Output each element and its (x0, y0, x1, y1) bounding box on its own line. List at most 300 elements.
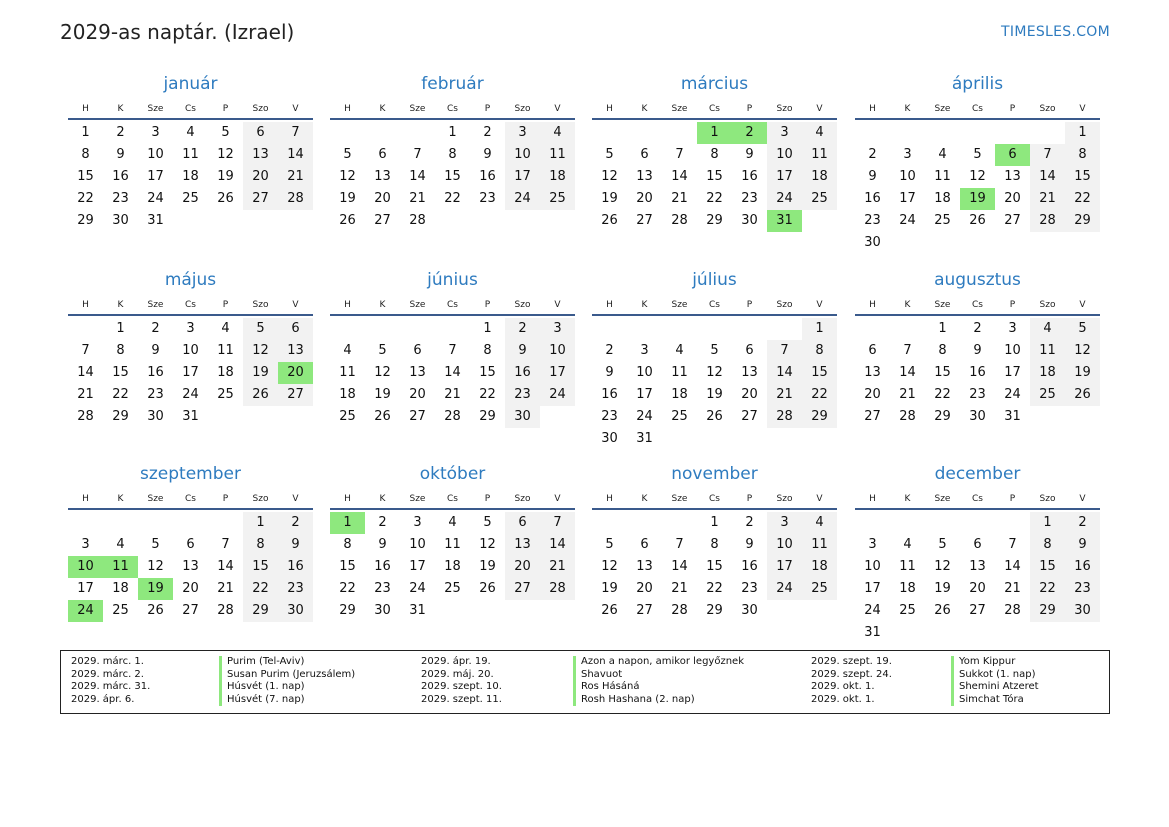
weekday-header: H (82, 104, 89, 114)
day-cell: 16 (864, 191, 881, 206)
month-name: május (164, 270, 217, 290)
weekday-header: Cs (709, 300, 720, 310)
day-cell: 19 (601, 581, 618, 596)
day-cell: 2 (505, 318, 540, 340)
day-cell: 5 (710, 343, 719, 358)
day-cell: 1 (1030, 512, 1065, 534)
month-name: november (671, 464, 758, 484)
day-cell: 14 (1030, 166, 1065, 188)
day-cell: 11 (802, 144, 837, 166)
day-cell: 26 (969, 213, 986, 228)
weekday-header: P (746, 300, 753, 310)
day-cell: 14 (671, 559, 688, 574)
weekday-header: P (1009, 300, 1016, 310)
day-cell: 25 (444, 581, 461, 596)
legend-holiday-name: Húsvét (1. nap) (227, 681, 305, 693)
legend-holiday-name: Shavuot (581, 668, 623, 680)
day-cell: 12 (479, 537, 496, 552)
header-rule (68, 118, 313, 120)
day-cell: 27 (182, 603, 199, 618)
day-cell: 27 (243, 188, 278, 210)
day-cell: 12 (706, 365, 723, 380)
day-cell: 24 (147, 191, 164, 206)
day-cell: 24 (505, 188, 540, 210)
day-cell: 6 (640, 537, 649, 552)
day-cell: 25 (217, 387, 234, 402)
legend-date-column (421, 656, 502, 706)
weekday-header: P (484, 300, 491, 310)
legend-name-column (219, 656, 355, 706)
day-cell: 22 (1030, 578, 1065, 600)
day-cell: 7 (1008, 537, 1017, 552)
weekday-header: Cs (709, 494, 720, 504)
day-cell: 9 (973, 343, 982, 358)
weekday-header: K (904, 104, 911, 114)
day-cell: 10 (540, 340, 575, 362)
legend-holiday-name: Shemini Atzeret (959, 681, 1039, 693)
day-cell: 23 (741, 191, 758, 206)
day-cell: 26 (601, 213, 618, 228)
weekday-header: Szo (514, 494, 531, 504)
header-rule (855, 314, 1100, 316)
day-cell: 3 (868, 537, 877, 552)
day-cell: 22 (706, 191, 723, 206)
month-name: március (680, 74, 749, 94)
day-cell: 18 (671, 387, 688, 402)
day-cell: 2 (605, 343, 614, 358)
month-name: december (934, 464, 1021, 484)
day-cell: 17 (636, 387, 653, 402)
day-cell: 18 (444, 559, 461, 574)
day-cell: 27 (1004, 213, 1021, 228)
day-cell: 13 (374, 169, 391, 184)
day-cell: 28 (444, 409, 461, 424)
day-cell: 17 (409, 559, 426, 574)
day-cell: 3 (767, 122, 802, 144)
weekday-header: Sze (934, 494, 951, 504)
day-cell: 16 (741, 559, 758, 574)
day-cell: 3 (81, 537, 90, 552)
day-cell: 22 (934, 387, 951, 402)
header-rule (68, 314, 313, 316)
weekday-header: V (292, 104, 299, 114)
day-cell: 2 (868, 147, 877, 162)
day-cell: 15 (339, 559, 356, 574)
day-cell: 7 (413, 147, 422, 162)
day-cell: 19 (374, 387, 391, 402)
day-cell: 20 (243, 166, 278, 188)
month-name: január (163, 74, 218, 94)
day-cell: 12 (374, 365, 391, 380)
day-cell: 22 (1065, 188, 1100, 210)
day-cell: 26 (706, 409, 723, 424)
day-cell: 30 (1065, 600, 1100, 622)
day-cell: 30 (969, 409, 986, 424)
weekday-header: Szo (252, 104, 269, 114)
day-cell: 25 (182, 191, 199, 206)
day-cell: 11 (934, 169, 951, 184)
day-cell: 29 (802, 406, 837, 428)
day-cell: 26 (217, 191, 234, 206)
day-cell: 6 (413, 343, 422, 358)
day-cell: 12 (601, 559, 618, 574)
legend-holiday-name: Yom Kippur (959, 656, 1016, 667)
weekday-header: K (904, 300, 911, 310)
day-cell: 13 (1004, 169, 1021, 184)
day-cell: 30 (864, 235, 881, 250)
legend-holiday-name: Sukkot (1. nap) (959, 668, 1036, 680)
holiday-day-cell: 19 (960, 188, 995, 210)
day-cell: 25 (671, 409, 688, 424)
month-name: február (421, 74, 484, 94)
day-cell: 7 (278, 122, 313, 144)
day-cell: 18 (540, 166, 575, 188)
weekday-header: P (222, 104, 229, 114)
day-cell: 19 (217, 169, 234, 184)
day-cell: 4 (802, 512, 837, 534)
day-cell: 4 (116, 537, 125, 552)
day-cell: 5 (151, 537, 160, 552)
weekday-header: V (1079, 300, 1086, 310)
day-cell: 5 (243, 318, 278, 340)
weekday-header: V (554, 494, 561, 504)
holiday-day-cell: 1 (697, 122, 732, 144)
weekday-header: K (379, 104, 386, 114)
weekday-header: Cs (185, 300, 196, 310)
legend-holiday-name: Azon a napon, amikor legyőznek (581, 656, 744, 667)
day-cell: 22 (479, 387, 496, 402)
day-cell: 13 (864, 365, 881, 380)
legend-name-column (573, 656, 744, 706)
holiday-day-cell: 6 (995, 144, 1030, 166)
day-cell: 7 (540, 512, 575, 534)
day-cell: 10 (1004, 343, 1021, 358)
day-cell: 31 (864, 625, 881, 640)
day-cell: 7 (767, 340, 802, 362)
weekday-header: P (1009, 104, 1016, 114)
day-cell: 17 (505, 166, 540, 188)
legend-holiday-name: Rosh Hashana (2. nap) (581, 693, 695, 705)
legend-date: 2029. szept. 19. (811, 656, 892, 667)
day-cell: 26 (147, 603, 164, 618)
day-cell: 7 (81, 343, 90, 358)
day-cell: 3 (767, 512, 802, 534)
day-cell: 1 (710, 515, 719, 530)
weekday-header: Sze (147, 300, 164, 310)
day-cell: 23 (278, 578, 313, 600)
day-cell: 27 (505, 578, 540, 600)
day-cell: 28 (409, 213, 426, 228)
weekday-header: K (117, 104, 124, 114)
day-cell: 14 (1004, 559, 1021, 574)
day-cell: 16 (374, 559, 391, 574)
day-cell: 22 (243, 578, 278, 600)
day-cell: 10 (505, 144, 540, 166)
day-cell: 30 (147, 409, 164, 424)
legend-date: 2029. márc. 1. (71, 656, 144, 667)
weekday-header: Cs (972, 494, 983, 504)
day-cell: 27 (409, 409, 426, 424)
day-cell: 5 (1065, 318, 1100, 340)
day-cell: 20 (409, 387, 426, 402)
legend-date-column (71, 656, 150, 706)
day-cell: 3 (1008, 321, 1017, 336)
day-cell: 23 (864, 213, 881, 228)
month-name: október (419, 464, 486, 484)
day-cell: 15 (77, 169, 94, 184)
day-cell: 3 (505, 122, 540, 144)
day-cell: 26 (479, 581, 496, 596)
day-cell: 2 (1065, 512, 1100, 534)
day-cell: 5 (343, 147, 352, 162)
day-cell: 24 (864, 603, 881, 618)
day-cell: 21 (1030, 188, 1065, 210)
weekday-header: Cs (709, 104, 720, 114)
day-cell: 31 (182, 409, 199, 424)
day-cell: 15 (802, 362, 837, 384)
holiday-day-cell: 20 (278, 362, 313, 384)
day-cell: 1 (116, 321, 125, 336)
weekday-header: Szo (252, 300, 269, 310)
weekday-header: V (816, 104, 823, 114)
legend-date: 2029. máj. 20. (421, 668, 494, 680)
day-cell: 16 (969, 365, 986, 380)
day-cell: 6 (243, 122, 278, 144)
day-cell: 8 (710, 537, 719, 552)
day-cell: 9 (745, 147, 754, 162)
weekday-header: Sze (934, 104, 951, 114)
day-cell: 13 (409, 365, 426, 380)
holiday-day-cell: 1 (330, 512, 365, 534)
weekday-header: Szo (252, 494, 269, 504)
day-cell: 20 (864, 387, 881, 402)
day-cell: 20 (741, 387, 758, 402)
day-cell: 24 (182, 387, 199, 402)
day-cell: 4 (221, 321, 230, 336)
day-cell: 22 (706, 581, 723, 596)
day-cell: 2 (116, 125, 125, 140)
day-cell: 19 (243, 362, 278, 384)
day-cell: 30 (741, 603, 758, 618)
header-rule (855, 508, 1100, 510)
weekday-header: P (222, 300, 229, 310)
weekday-header: H (82, 300, 89, 310)
day-cell: 13 (182, 559, 199, 574)
day-cell: 18 (217, 365, 234, 380)
day-cell: 13 (278, 340, 313, 362)
header-rule (592, 118, 837, 120)
day-cell: 17 (767, 556, 802, 578)
day-cell: 10 (409, 537, 426, 552)
day-cell: 2 (278, 512, 313, 534)
day-cell: 4 (448, 515, 457, 530)
day-cell: 28 (540, 578, 575, 600)
day-cell: 6 (505, 512, 540, 534)
day-cell: 9 (278, 534, 313, 556)
weekday-header: Szo (514, 300, 531, 310)
legend-date: 2029. ápr. 6. (71, 693, 135, 705)
day-cell: 24 (409, 581, 426, 596)
day-cell: 17 (1004, 365, 1021, 380)
day-cell: 8 (938, 343, 947, 358)
weekday-header: Cs (972, 300, 983, 310)
day-cell: 21 (278, 166, 313, 188)
day-cell: 12 (969, 169, 986, 184)
day-cell: 7 (903, 343, 912, 358)
weekday-header: Szo (1039, 300, 1056, 310)
day-cell: 29 (934, 409, 951, 424)
day-cell: 9 (483, 147, 492, 162)
day-cell: 19 (706, 387, 723, 402)
day-cell: 11 (899, 559, 916, 574)
day-cell: 2 (483, 125, 492, 140)
day-cell: 10 (899, 169, 916, 184)
day-cell: 27 (278, 384, 313, 406)
day-cell: 28 (217, 603, 234, 618)
day-cell: 18 (112, 581, 129, 596)
day-cell: 17 (182, 365, 199, 380)
weekday-header: V (554, 104, 561, 114)
day-cell: 22 (112, 387, 129, 402)
day-cell: 29 (479, 409, 496, 424)
day-cell: 1 (243, 512, 278, 534)
day-cell: 14 (767, 362, 802, 384)
day-cell: 23 (969, 387, 986, 402)
legend-holiday-name: Húsvét (7. nap) (227, 693, 305, 705)
holiday-day-cell: 10 (68, 556, 103, 578)
day-cell: 23 (479, 191, 496, 206)
day-cell: 19 (1065, 362, 1100, 384)
weekday-header: V (816, 494, 823, 504)
holiday-day-cell: 19 (138, 578, 173, 600)
day-cell: 4 (903, 537, 912, 552)
day-cell: 21 (77, 387, 94, 402)
day-cell: 16 (479, 169, 496, 184)
day-cell: 23 (601, 409, 618, 424)
day-cell: 29 (112, 409, 129, 424)
day-cell: 9 (745, 537, 754, 552)
day-cell: 1 (448, 125, 457, 140)
day-cell: 25 (802, 578, 837, 600)
day-cell: 6 (186, 537, 195, 552)
day-cell: 7 (675, 147, 684, 162)
day-cell: 28 (899, 409, 916, 424)
day-cell: 26 (339, 213, 356, 228)
weekday-header: V (1079, 104, 1086, 114)
weekday-header: V (1079, 494, 1086, 504)
day-cell: 29 (706, 603, 723, 618)
day-cell: 8 (710, 147, 719, 162)
day-cell: 23 (505, 384, 540, 406)
legend-holiday-name: Simchat Tóra (959, 693, 1024, 705)
day-cell: 26 (1065, 384, 1100, 406)
weekday-header: H (82, 494, 89, 504)
day-cell: 8 (343, 537, 352, 552)
day-cell: 16 (505, 362, 540, 384)
day-cell: 14 (540, 534, 575, 556)
day-cell: 5 (605, 147, 614, 162)
day-cell: 9 (151, 343, 160, 358)
day-cell: 22 (444, 191, 461, 206)
weekday-header: Cs (447, 300, 458, 310)
day-cell: 12 (147, 559, 164, 574)
day-cell: 3 (540, 318, 575, 340)
day-cell: 2 (973, 321, 982, 336)
day-cell: 28 (671, 603, 688, 618)
day-cell: 21 (409, 191, 426, 206)
day-cell: 6 (868, 343, 877, 358)
day-cell: 14 (671, 169, 688, 184)
brand-link[interactable]: TIMESLES.COM (1001, 24, 1110, 40)
day-cell: 6 (745, 343, 754, 358)
day-cell: 5 (483, 515, 492, 530)
day-cell: 17 (767, 166, 802, 188)
day-cell: 21 (444, 387, 461, 402)
header-rule (855, 118, 1100, 120)
day-cell: 15 (479, 365, 496, 380)
day-cell: 15 (706, 169, 723, 184)
day-cell: 7 (675, 537, 684, 552)
legend-holiday-name: Purim (Tel-Aviv) (227, 656, 305, 667)
weekday-header: Sze (409, 494, 426, 504)
day-cell: 25 (339, 409, 356, 424)
day-cell: 10 (864, 559, 881, 574)
weekday-header: H (344, 300, 351, 310)
day-cell: 20 (505, 556, 540, 578)
legend-date: 2029. szept. 11. (421, 693, 502, 705)
day-cell: 27 (636, 213, 653, 228)
day-cell: 27 (969, 603, 986, 618)
day-cell: 24 (767, 578, 802, 600)
month-name: szeptember (140, 464, 241, 484)
weekday-header: Sze (147, 104, 164, 114)
day-cell: 19 (934, 581, 951, 596)
day-cell: 21 (217, 581, 234, 596)
weekday-header: Sze (147, 494, 164, 504)
day-cell: 18 (339, 387, 356, 402)
day-cell: 24 (540, 384, 575, 406)
day-cell: 24 (636, 409, 653, 424)
day-cell: 20 (182, 581, 199, 596)
day-cell: 7 (1030, 144, 1065, 166)
page-title: 2029-as naptár. (Izrael) (60, 20, 295, 44)
day-cell: 2 (745, 515, 754, 530)
day-cell: 15 (706, 559, 723, 574)
day-cell: 18 (182, 169, 199, 184)
month-name: június (427, 270, 478, 290)
day-cell: 20 (969, 581, 986, 596)
holiday-day-cell: 2 (732, 122, 767, 144)
day-cell: 13 (636, 169, 653, 184)
day-cell: 14 (278, 144, 313, 166)
weekday-header: V (292, 494, 299, 504)
day-cell: 11 (802, 534, 837, 556)
day-cell: 3 (186, 321, 195, 336)
day-cell: 9 (605, 365, 614, 380)
header-rule (68, 508, 313, 510)
day-cell: 15 (934, 365, 951, 380)
legend-date: 2029. ápr. 19. (421, 656, 491, 667)
day-cell: 11 (1030, 340, 1065, 362)
day-cell: 14 (409, 169, 426, 184)
day-cell: 8 (1065, 144, 1100, 166)
day-cell: 28 (671, 213, 688, 228)
legend-name-column (951, 656, 1039, 706)
weekday-header: V (292, 300, 299, 310)
weekday-header: K (641, 300, 648, 310)
day-cell: 11 (671, 365, 688, 380)
day-cell: 23 (147, 387, 164, 402)
